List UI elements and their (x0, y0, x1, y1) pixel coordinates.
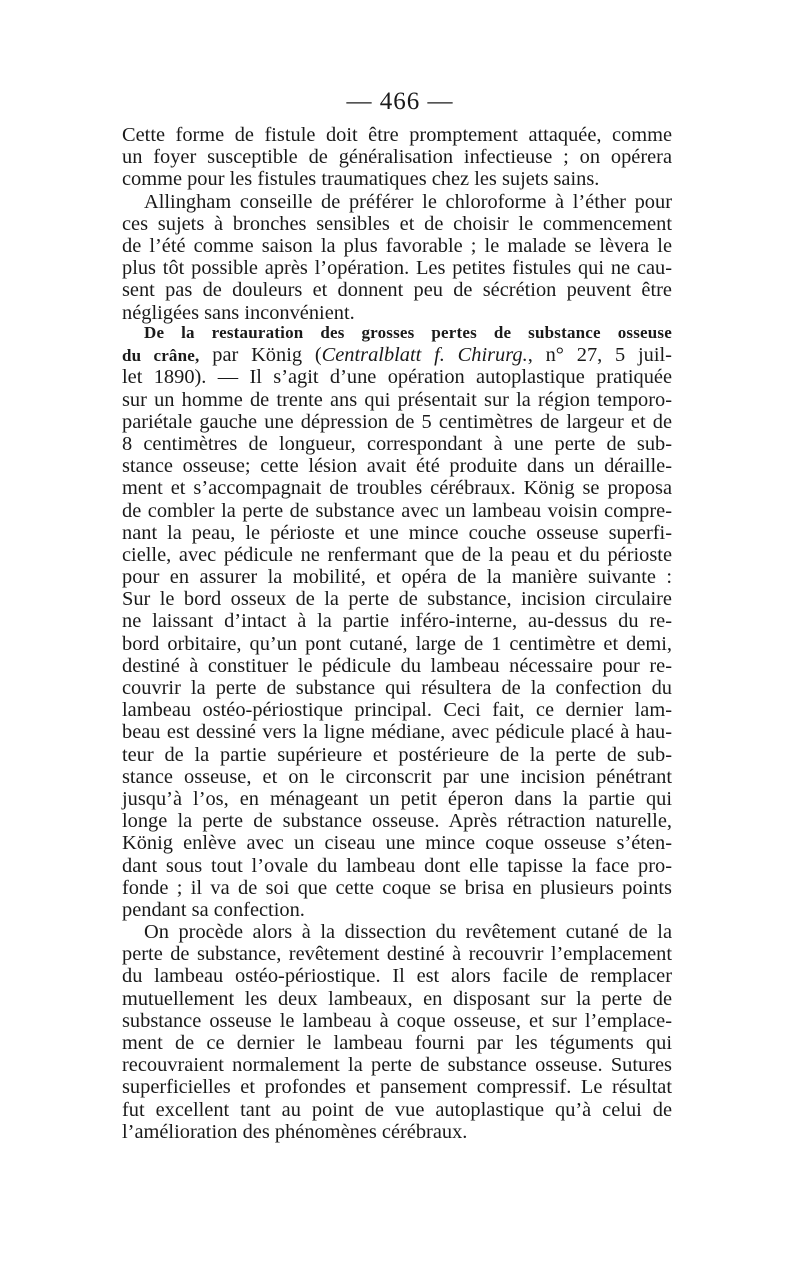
text-line: destiné à constituer le pédicule du lambeau nécessaire pour re- (122, 654, 672, 677)
text-line: lambeau ostéo-périostique principal. Ceci fait, ce dernier lam- (122, 699, 672, 722)
text-line: un foyer susceptible de généralisation infectieuse ; on opérera (122, 146, 672, 169)
text-line: ment et s’accompagnait de troubles cérébraux. König se proposa (122, 477, 672, 500)
text-line: ne laissant d’intact à la partie inféro-interne, au-dessus du re- (122, 610, 672, 633)
text-line: stance osseuse; cette lésion avait été produite dans un déraille- (122, 455, 672, 478)
paragraph-allingham (122, 191, 672, 324)
text-line: sent pas de douleurs et donnent peu de sécrétion peuvent être (122, 279, 672, 302)
text-line: 8 centimètres de longueur, correspondant à une perte de sub- (122, 432, 672, 455)
text-line: perte de substance, revêtement destiné à recouvrir l’emplacement (122, 943, 672, 966)
text-line: longe la perte de substance osseuse. Après rétraction naturelle, (122, 810, 672, 833)
text-line: teur de la partie supérieure et postérieure de la perte de sub- (122, 743, 672, 766)
text-line: plus tôt possible après l’opération. Les petites fistules qui ne cau- (122, 257, 672, 280)
text-line: mutuellement les deux lambeaux, en disposant sur la perte de (122, 987, 672, 1010)
text-line: Allingham conseille de préférer le chloroforme à l’éther pour (144, 190, 672, 213)
text-line: superficielles et profondes et pansement compressif. Le résultat (122, 1076, 672, 1099)
text-line: comme pour les fistules traumatiques chez les sujets sains. (122, 168, 600, 191)
citation-issue: , n° 27, 5 juil- (527, 344, 672, 367)
text-line: beau est dessiné vers la ligne médiane, avec pédicule placé à hau- (122, 721, 672, 744)
text-line: du lambeau ostéo-périostique. Il est alors facile de remplacer (122, 965, 672, 988)
text-line: recouvraient normalement la perte de substance osseuse. Sutures (122, 1054, 672, 1077)
text-line: l’amélioration des phénomènes cérébraux. (122, 1120, 468, 1143)
text-line: substance osseuse le lambeau à coque osseuse, et sur l’emplace- (122, 1009, 672, 1032)
text-line: stance osseuse, et on le circonscrit par une incision pénétrant (122, 765, 672, 788)
paragraph-konig (122, 366, 672, 921)
text-line: nant la peau, le périoste et une mince couche osseuse superfi- (122, 521, 672, 544)
text-line: fut excellent tant au point de vue autoplastique qu’à celui de (122, 1098, 672, 1121)
text-line: Sur le bord osseux de la perte de substance, incision circulaire (122, 588, 672, 611)
citation-author: par König ( (199, 344, 322, 367)
section-title-end: du crâne, (122, 346, 200, 366)
text-line: cielle, avec pédicule ne renfermant que de la peau et du périoste (122, 543, 672, 566)
body-text-top (122, 124, 672, 324)
paragraph-fistule (122, 124, 672, 191)
text-line: bord orbitaire, qu’un pont cutané, large de 1 centimètre et demi, (122, 632, 672, 655)
citation-journal: Centralblatt f. Chirurg. (321, 344, 528, 367)
text-line: pariétale gauche une dépression de 5 centimètres de largeur et de (122, 410, 672, 433)
text-line: négligées sans inconvénient. (122, 301, 355, 324)
text-line: let 1890). — Il s’agit d’une opération autoplastique pratiquée (122, 366, 672, 389)
body-text-section (122, 322, 672, 1143)
text-line: de combler la perte de substance avec un lambeau voisin compre- (122, 499, 672, 522)
page-number: — 466 — (346, 88, 454, 115)
text-line: dant sous tout l’ovale du lambeau dont elle tapisse la face pro- (122, 854, 672, 877)
text-line: König enlève avec un ciseau une mince coque osseuse s’éten- (122, 832, 672, 855)
section-title-line2 (122, 344, 672, 366)
text-line: pour en assurer la mobilité, et opéra de la manière suivante : (122, 566, 672, 589)
text-line: sur un homme de trente ans qui présentait sur la région temporo- (122, 388, 672, 411)
text-line: ment de ce dernier le lambeau fourni par les téguments qui (122, 1032, 672, 1054)
text-line: pendant sa confection. (122, 898, 305, 921)
text-line: jusqu’à l’os, en ménageant un petit éperon dans la partie qui (122, 787, 672, 810)
text-line: On procède alors à la dissection du revêtement cutané de la (144, 921, 672, 944)
text-line: fonde ; il va de soi que cette coque se brisa en plusieurs points (122, 876, 672, 899)
text-line: ces sujets à bronches sensibles et de choisir le commencement (122, 212, 672, 235)
text-line: couvrir la perte de substance qui résultera de la confection du (122, 677, 672, 699)
paragraph-procedure (122, 921, 672, 1143)
section-title: De la restauration des grosses pertes de substance osseuse (144, 323, 672, 342)
text-line: de l’été comme saison la plus favorable ; le malade se lèvera le (122, 234, 672, 257)
text-line: Cette forme de fistule doit être promptement attaquée, comme (122, 124, 672, 146)
